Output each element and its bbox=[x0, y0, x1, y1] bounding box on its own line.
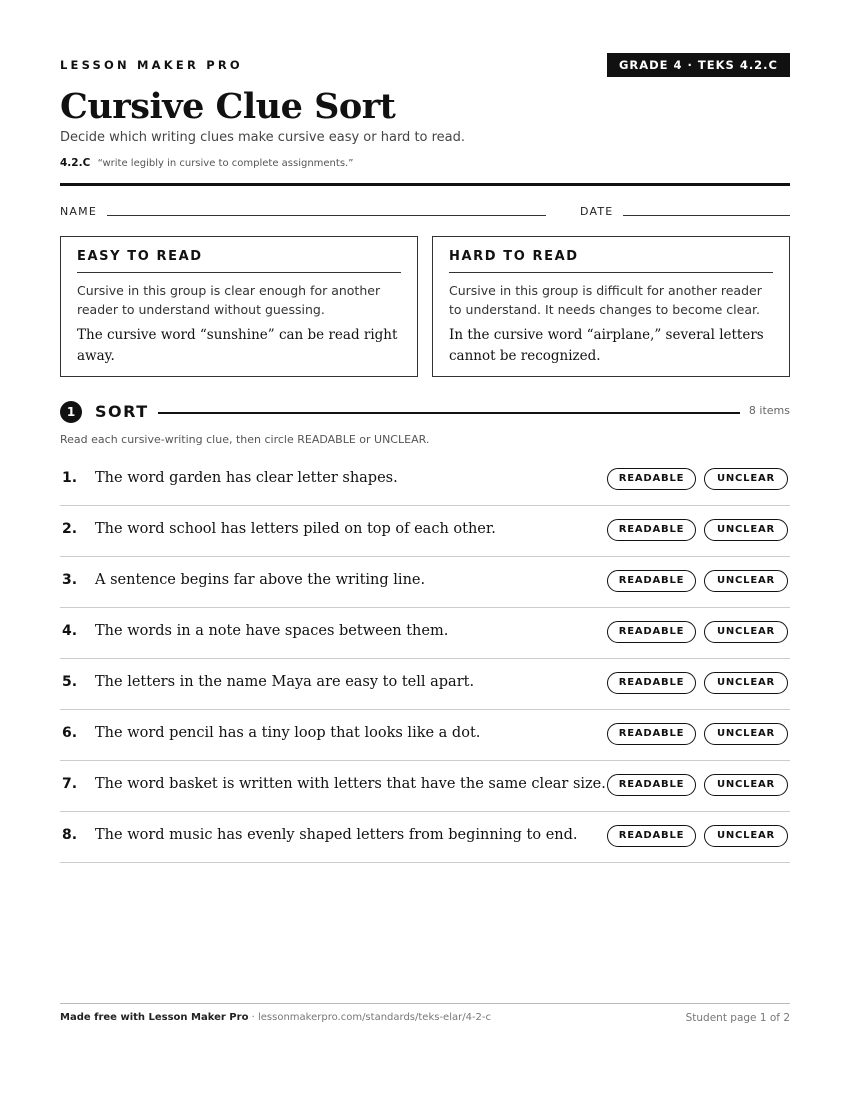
item-text: The word pencil has a tiny loop that looks like a dot. bbox=[95, 725, 481, 741]
category-box-hard bbox=[432, 236, 790, 377]
unclear-option[interactable]: UNCLEAR bbox=[704, 672, 788, 694]
footer-made-with: Made free with Lesson Maker Pro bbox=[60, 1012, 249, 1023]
page-indicator: Student page 1 of 2 bbox=[685, 1012, 790, 1024]
worksheet-page bbox=[60, 0, 790, 1100]
item-text: The word school has letters piled on top of each other. bbox=[95, 521, 496, 537]
list-item bbox=[60, 455, 790, 506]
unclear-option[interactable]: UNCLEAR bbox=[704, 774, 788, 796]
list-item bbox=[60, 659, 790, 710]
unclear-option[interactable]: UNCLEAR bbox=[704, 825, 788, 847]
list-item bbox=[60, 812, 790, 863]
readable-option[interactable]: READABLE bbox=[607, 519, 696, 541]
item-number: 6. bbox=[62, 725, 78, 741]
name-field[interactable] bbox=[107, 215, 546, 216]
item-number: 5. bbox=[62, 674, 78, 690]
section-rule bbox=[158, 412, 740, 414]
header-divider bbox=[60, 183, 790, 186]
unclear-option[interactable]: UNCLEAR bbox=[704, 570, 788, 592]
readable-option[interactable]: READABLE bbox=[607, 774, 696, 796]
footer-divider bbox=[60, 1003, 790, 1004]
page-subtitle: Decide which writing clues make cursive easy or hard to read. bbox=[60, 130, 466, 145]
standard-line bbox=[60, 157, 353, 169]
unclear-option[interactable]: UNCLEAR bbox=[704, 723, 788, 745]
item-number: 8. bbox=[62, 827, 78, 843]
item-text: The words in a note have spaces between them. bbox=[95, 623, 449, 639]
footer-url[interactable]: · lessonmakerpro.com/standards/teks-elar/4-2-c bbox=[248, 1012, 492, 1023]
footer-credit bbox=[60, 1012, 491, 1023]
item-text: The word music has evenly shaped letters from beginning to end. bbox=[95, 827, 578, 843]
item-text: The word garden has clear letter shapes. bbox=[95, 470, 398, 486]
section-instructions: Read each cursive-writing clue, then circle READABLE or UNCLEAR. bbox=[60, 433, 430, 446]
item-list bbox=[60, 455, 790, 863]
item-number: 4. bbox=[62, 623, 78, 639]
list-item bbox=[60, 506, 790, 557]
readable-option[interactable]: READABLE bbox=[607, 570, 696, 592]
section-number-badge: 1 bbox=[60, 401, 82, 423]
item-text: A sentence begins far above the writing line. bbox=[95, 572, 426, 588]
grade-badge: GRADE 4 · TEKS 4.2.C bbox=[607, 53, 790, 77]
section-header bbox=[60, 400, 790, 424]
item-number: 7. bbox=[62, 776, 78, 792]
category-description: Cursive in this group is difficult for another reader to understand. It needs changes to become clear. bbox=[449, 283, 762, 317]
readable-option[interactable]: READABLE bbox=[607, 825, 696, 847]
item-number: 1. bbox=[62, 470, 78, 486]
list-item bbox=[60, 608, 790, 659]
item-number: 3. bbox=[62, 572, 78, 588]
unclear-option[interactable]: UNCLEAR bbox=[704, 621, 788, 643]
standard-text: “write legibly in cursive to complete assignments.” bbox=[97, 158, 354, 169]
list-item bbox=[60, 710, 790, 761]
category-heading: EASY TO READ bbox=[77, 249, 401, 273]
date-label: DATE bbox=[580, 205, 614, 218]
category-example: The cursive word “sunshine” can be read right away. bbox=[77, 327, 398, 364]
unclear-option[interactable]: UNCLEAR bbox=[704, 468, 788, 490]
item-number: 2. bbox=[62, 521, 78, 537]
category-description: Cursive in this group is clear enough for another reader to understand without guessing. bbox=[77, 283, 381, 317]
item-text: The letters in the name Maya are easy to tell apart. bbox=[95, 674, 475, 690]
readable-option[interactable]: READABLE bbox=[607, 723, 696, 745]
list-item bbox=[60, 761, 790, 812]
date-field[interactable] bbox=[623, 215, 790, 216]
page-title: Cursive Clue Sort bbox=[60, 86, 396, 127]
brand-name: LESSON MAKER PRO bbox=[60, 58, 243, 72]
category-heading: HARD TO READ bbox=[449, 249, 773, 273]
section-title: SORT bbox=[95, 402, 149, 421]
readable-option[interactable]: READABLE bbox=[607, 672, 696, 694]
readable-option[interactable]: READABLE bbox=[607, 621, 696, 643]
item-text: The word basket is written with letters that have the same clear size. bbox=[95, 776, 606, 792]
item-count: 8 items bbox=[748, 404, 790, 417]
category-box-easy bbox=[60, 236, 418, 377]
name-label: NAME bbox=[60, 205, 97, 218]
category-example: In the cursive word “airplane,” several letters cannot be recognized. bbox=[449, 327, 764, 364]
standard-code: 4.2.C bbox=[60, 157, 91, 169]
readable-option[interactable]: READABLE bbox=[607, 468, 696, 490]
list-item bbox=[60, 557, 790, 608]
unclear-option[interactable]: UNCLEAR bbox=[704, 519, 788, 541]
